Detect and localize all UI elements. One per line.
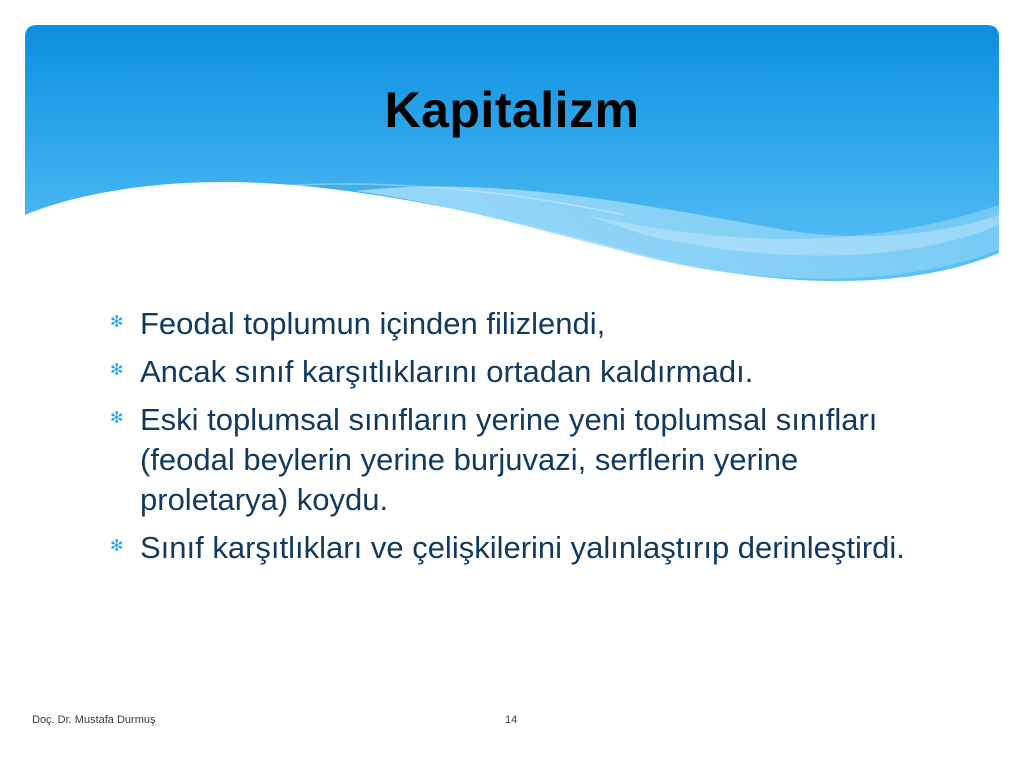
bullet-item [108, 352, 928, 392]
bullet-item [108, 304, 928, 344]
asterisk-bullet-icon: ✻ [110, 314, 124, 331]
bullet-item [108, 400, 928, 520]
asterisk-bullet-icon: ✻ [110, 538, 124, 555]
bullet-text: Sınıf karşıtlıkları ve çelişkilerini yalınlaştırıp derinleştirdi. [140, 530, 905, 565]
footer-author: Doç. Dr. Mustafa Durmuş [32, 714, 156, 726]
bullet-text: Feodal toplumun içinden filizlendi, [140, 306, 606, 341]
bullet-list [108, 304, 928, 576]
header-wave-graphic [25, 25, 999, 295]
asterisk-bullet-icon: ✻ [110, 410, 124, 427]
asterisk-bullet-icon: ✻ [110, 362, 124, 379]
bullet-item [108, 528, 928, 568]
bullet-text: Ancak sınıf karşıtlıklarını ortadan kaldırmadı. [140, 354, 754, 389]
slide-title: Kapitalizm [384, 82, 640, 138]
header-wave-band [25, 25, 999, 295]
footer-page-number: 14 [505, 714, 518, 726]
bullet-text: Eski toplumsal sınıfların yerine yeni toplumsal sınıfları (feodal beylerin yerine burjuvazi, serflerin yerine proletarya) koydu. [140, 402, 878, 517]
